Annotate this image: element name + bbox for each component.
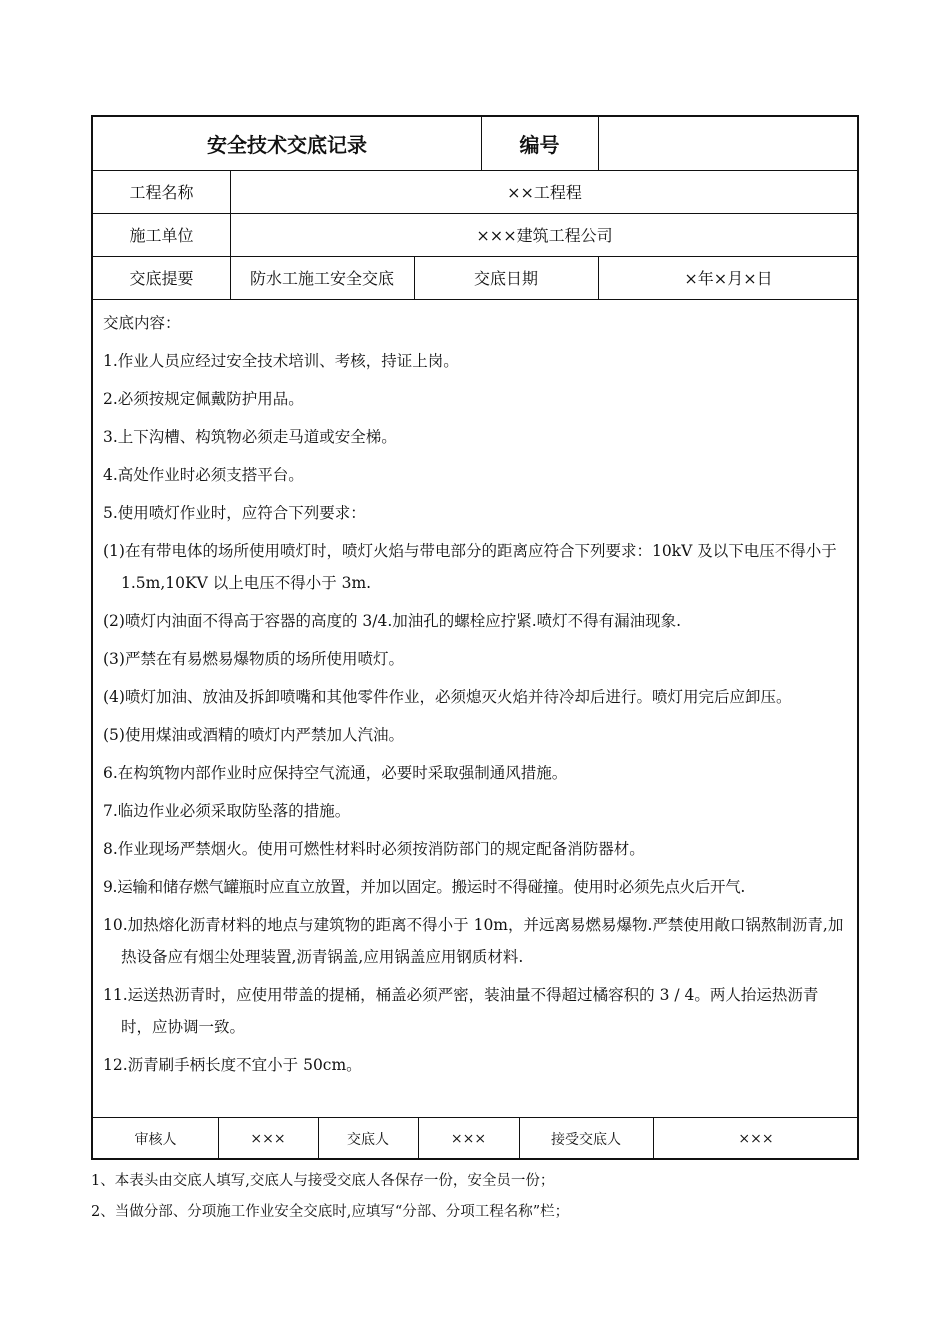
receiver-label: 接受交底人 <box>551 1131 621 1148</box>
content-item: (2)喷灯内油面不得高于容器的高度的 3/4.加油孔的螺栓应拧紧.喷灯不得有漏油现象. <box>103 612 682 630</box>
content-heading: 交底内容： <box>103 314 181 332</box>
footnotes <box>91 1166 569 1228</box>
content-item: 9.运输和储存燃气罐瓶时应直立放置，并加以固定。搬运时不得碰撞。使用时必须先点火后开气. <box>103 878 746 896</box>
construction-unit-value: ×××建筑工程公司 <box>476 226 613 245</box>
content-item: 5.使用喷灯作业时，应符合下列要求： <box>103 504 366 522</box>
project-name-label: 工程名称 <box>129 183 194 202</box>
content-item: 6.在构筑物内部作业时应保持空气流通，必要时采取强制通风措施。 <box>103 764 568 782</box>
briefing-date-label: 交底日期 <box>473 269 538 288</box>
number-value <box>598 117 859 170</box>
content-item: 1.作业人员应经过安全技术培训、考核，持证上岗。 <box>103 352 459 370</box>
footnote: 1、本表头由交底人填写,交底人与接受交底人各保存一份，安全员一份； <box>91 1173 555 1189</box>
content-item: 11.运送热沥青时，应使用带盖的提桶，桶盖必须严密，装油量不得超过橘容积的 3 / 4。两人抬运热沥青时，应协调一致。 <box>103 986 819 1036</box>
briefing-content <box>103 307 849 1087</box>
presenter-label: 交底人 <box>347 1131 389 1148</box>
content-item: 7.临边作业必须采取防坠落的措施。 <box>103 802 351 820</box>
content-item: 10.加热熔化沥青材料的地点与建筑物的距离不得小于 10m，并远离易燃易爆物.严禁使用敞口锅熬制沥青,加热设备应有烟尘处理装置,沥青锅盖,应用锅盖应用钢质材料. <box>103 916 844 966</box>
content-item: 4.高处作业时必须支搭平台。 <box>103 466 304 484</box>
content-item: (3)严禁在有易燃易爆物质的场所使用喷灯。 <box>103 650 404 668</box>
content-item: 8.作业现场严禁烟火。使用可燃性材料时必须按消防部门的规定配备消防器材。 <box>103 840 645 858</box>
safety-briefing-form <box>91 115 859 1160</box>
content-item: (4)喷灯加油、放油及拆卸喷嘴和其他零件作业，必须熄灭火焰并待冷却后进行。喷灯用完后应卸压。 <box>103 688 792 706</box>
reviewer-label: 审核人 <box>134 1131 177 1148</box>
content-item: 3.上下沟槽、构筑物必须走马道或安全梯。 <box>103 428 397 446</box>
receiver-value: ××× <box>738 1130 774 1147</box>
briefing-date-value: ×年×月×日 <box>684 269 773 288</box>
footnote: 2、当做分部、分项施工作业安全交底时,应填写“分部、分项工程名称”栏； <box>91 1204 570 1220</box>
row-divider <box>93 299 857 300</box>
summary-value: 防水工施工安全交底 <box>249 269 394 288</box>
content-item: (5)使用煤油或酒精的喷灯内严禁加人汽油。 <box>103 726 404 744</box>
number-label: 编号 <box>519 133 560 157</box>
form-title: 安全技术交底记录 <box>207 133 367 157</box>
project-name-value: ××工程程 <box>507 183 582 202</box>
reviewer-value: ××× <box>250 1130 286 1147</box>
content-item: 12.沥青刷手柄长度不宜小于 50cm。 <box>103 1056 362 1074</box>
presenter-value: ××× <box>450 1130 487 1147</box>
summary-label: 交底提要 <box>129 269 194 288</box>
content-item: 2.必须按规定佩戴防护用品。 <box>103 390 304 408</box>
construction-unit-label: 施工单位 <box>129 226 194 245</box>
content-item: (1)在有带电体的场所使用喷灯时，喷灯火焰与带电部分的距离应符合下列要求：10kV 及以下电压不得小于 1.5m,10KV 以上电压不得小于 3m. <box>103 542 837 592</box>
